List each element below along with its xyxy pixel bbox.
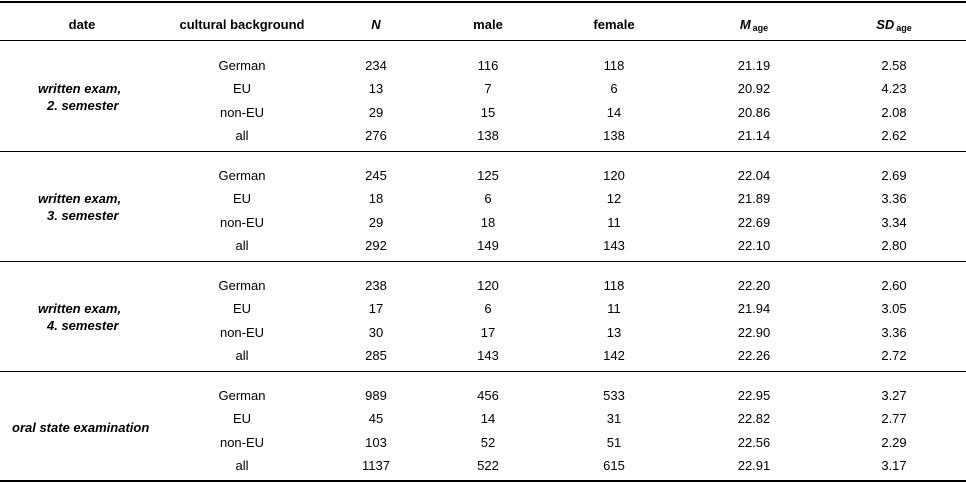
cell-m-age: 22.69 — [737, 215, 771, 230]
cell-male: 15 — [480, 105, 496, 120]
cell-male: 138 — [477, 128, 499, 143]
cell-female: 118 — [603, 278, 625, 293]
cell-male: 456 — [477, 388, 499, 403]
cell-background: all — [235, 128, 249, 143]
cell-sd-age: 3.27 — [881, 388, 907, 403]
cell-male: 116 — [477, 58, 499, 73]
cell-background: EU — [232, 411, 252, 426]
cell-female: 13 — [606, 325, 622, 340]
cell-n: 285 — [365, 348, 387, 363]
cell-m-age: 20.86 — [737, 105, 771, 120]
group-separator-rule — [0, 151, 966, 152]
header-m-age-sub: age — [752, 23, 769, 33]
group-label — [38, 80, 121, 114]
cell-male: 143 — [477, 348, 499, 363]
cell-background: German — [218, 388, 266, 403]
cell-n: 30 — [368, 325, 384, 340]
group-label-line: 4. semester — [47, 318, 119, 333]
cell-male: 17 — [480, 325, 496, 340]
cell-female: 138 — [603, 128, 625, 143]
cell-background: non-EU — [219, 105, 265, 120]
cell-m-age: 22.10 — [737, 238, 771, 253]
header-sd-age-sub: age — [896, 23, 912, 33]
cell-sd-age: 2.69 — [881, 168, 907, 183]
cell-m-age: 21.89 — [737, 191, 771, 206]
cell-male: 120 — [477, 278, 499, 293]
cell-n: 234 — [365, 58, 387, 73]
cell-m-age: 22.04 — [737, 168, 771, 183]
cell-n: 18 — [368, 191, 384, 206]
cell-female: 143 — [603, 238, 625, 253]
cell-m-age: 22.56 — [737, 435, 771, 450]
cell-n: 245 — [365, 168, 387, 183]
header-female: female — [593, 17, 635, 32]
cell-male: 6 — [484, 301, 492, 316]
group-label-line: written exam, — [38, 81, 122, 96]
cell-m-age: 22.20 — [737, 278, 771, 293]
cell-background: non-EU — [219, 325, 265, 340]
cell-background: all — [235, 348, 249, 363]
cell-male: 7 — [484, 81, 492, 96]
cell-m-age: 22.95 — [737, 388, 771, 403]
header-cultural-background: cultural background — [179, 17, 305, 32]
cell-sd-age: 3.05 — [881, 301, 907, 316]
cell-sd-age: 2.29 — [881, 435, 907, 450]
cell-sd-age: 3.36 — [881, 191, 907, 206]
cell-m-age: 20.92 — [737, 81, 771, 96]
cell-m-age: 21.19 — [737, 58, 771, 73]
group-label-line: written exam, — [38, 301, 122, 316]
cell-background: German — [218, 278, 266, 293]
cell-female: 6 — [610, 81, 618, 96]
cell-sd-age: 2.58 — [881, 58, 907, 73]
cell-m-age: 22.90 — [737, 325, 771, 340]
cell-male: 522 — [477, 458, 499, 473]
cell-male: 52 — [480, 435, 496, 450]
cell-n: 1137 — [362, 458, 390, 473]
cell-background: German — [218, 168, 266, 183]
group-label — [12, 419, 149, 436]
group-label — [38, 190, 121, 224]
cell-background: EU — [232, 301, 252, 316]
cell-background: all — [235, 238, 249, 253]
cell-female: 615 — [603, 458, 625, 473]
cell-n: 29 — [368, 105, 384, 120]
cell-female: 142 — [603, 348, 625, 363]
cell-sd-age: 2.60 — [881, 278, 907, 293]
cell-background: German — [218, 58, 266, 73]
cell-background: non-EU — [219, 435, 265, 450]
cell-n: 276 — [365, 128, 387, 143]
cell-male: 125 — [477, 168, 499, 183]
cell-male: 6 — [484, 191, 492, 206]
header-sd-age: SD $_{age}$ — [876, 17, 912, 33]
cell-m-age: 22.91 — [737, 458, 771, 473]
header-bottom-rule — [0, 40, 966, 41]
cell-female: 118 — [603, 58, 625, 73]
cell-male: 149 — [477, 238, 499, 253]
cell-m-age: 22.82 — [737, 411, 771, 426]
header-date: date — [68, 17, 96, 32]
cell-sd-age: 2.72 — [881, 348, 907, 363]
table-top-rule — [0, 1, 966, 3]
cell-sd-age: 2.08 — [881, 105, 907, 120]
cell-n: 17 — [368, 301, 384, 316]
group-label-line: oral state examination — [12, 420, 150, 435]
table-bottom-rule — [0, 480, 966, 482]
header-male: male — [473, 17, 503, 32]
cell-n: 13 — [368, 81, 384, 96]
cell-background: EU — [232, 191, 252, 206]
cell-n: 292 — [365, 238, 387, 253]
cell-male: 18 — [480, 215, 496, 230]
cell-female: 51 — [606, 435, 622, 450]
cell-sd-age: 3.36 — [881, 325, 907, 340]
cell-female: 120 — [603, 168, 625, 183]
cell-n: 45 — [368, 411, 384, 426]
header-m-age: M $_{age}$ — [739, 17, 769, 33]
cell-n: 989 — [365, 388, 387, 403]
cell-sd-age: 3.34 — [881, 215, 907, 230]
cell-female: 11 — [607, 215, 621, 230]
cell-female: 14 — [606, 105, 622, 120]
group-label-line: 2. semester — [47, 98, 119, 113]
cell-sd-age: 2.62 — [881, 128, 907, 143]
cell-m-age: 22.26 — [737, 348, 771, 363]
cell-background: all — [235, 458, 249, 473]
group-label-line: written exam, — [38, 191, 122, 206]
cell-female: 31 — [606, 411, 622, 426]
group-separator-rule — [0, 261, 966, 262]
cell-m-age: 21.94 — [737, 301, 771, 316]
cell-n: 103 — [365, 435, 387, 450]
cell-m-age: 21.14 — [737, 128, 771, 143]
cell-female: 11 — [607, 301, 621, 316]
cell-female: 533 — [603, 388, 625, 403]
group-label-line: 3. semester — [47, 208, 119, 223]
cell-background: non-EU — [219, 215, 265, 230]
cell-sd-age: 4.23 — [881, 81, 907, 96]
group-label — [38, 300, 121, 334]
cell-background: EU — [232, 81, 252, 96]
group-separator-rule — [0, 371, 966, 372]
header-n: N — [371, 17, 381, 32]
cell-sd-age: 2.77 — [881, 411, 907, 426]
cell-n: 29 — [368, 215, 384, 230]
cell-male: 14 — [480, 411, 496, 426]
cell-sd-age: 3.17 — [881, 458, 907, 473]
cell-n: 238 — [365, 278, 387, 293]
cell-sd-age: 2.80 — [881, 238, 907, 253]
cell-female: 12 — [606, 191, 622, 206]
